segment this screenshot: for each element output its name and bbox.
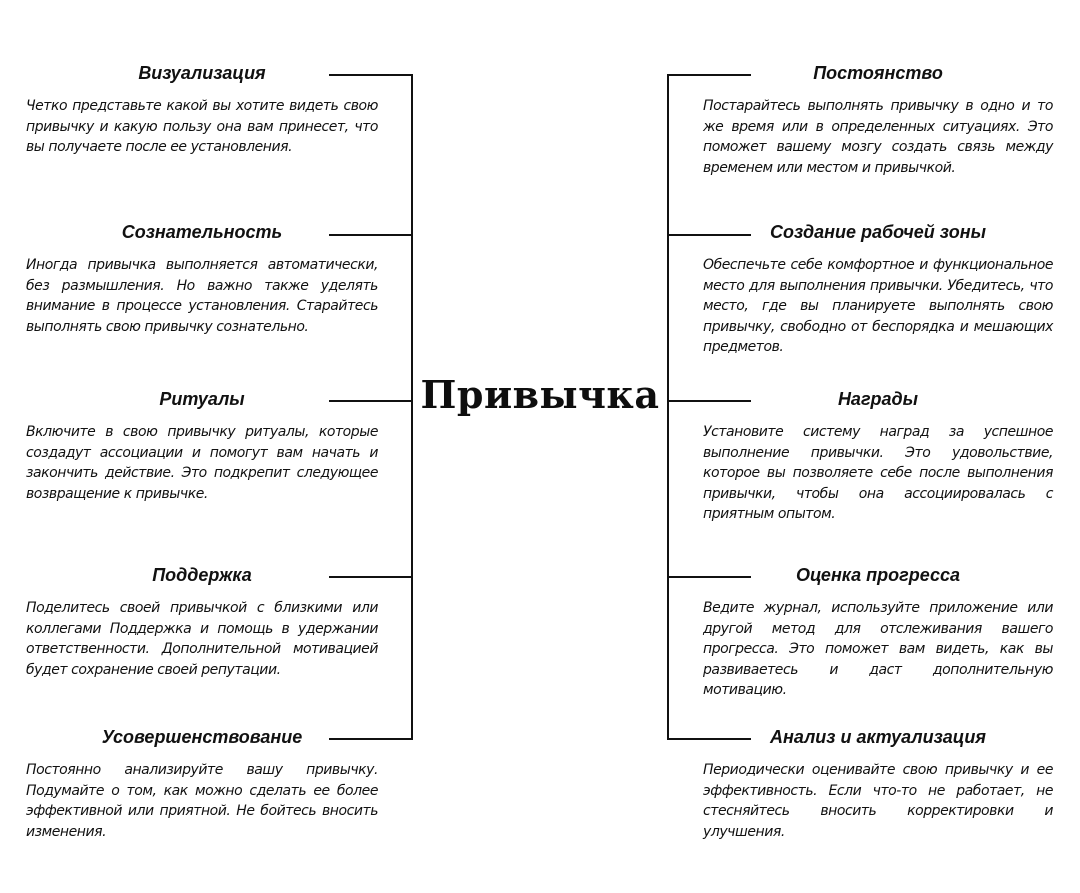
node-heading: Визуализация [138, 63, 266, 83]
node-text: Обеспечьте себе комфортное и функциональное место для выполнения привычки. Убедитесь, что место, где вы планируете выполнять свою привычку, свободно от беспорядка и мешающих предметов. [703, 257, 1053, 355]
node-awareness [26, 221, 378, 337]
node-text: Постоянно анализируйте вашу привычку. Подумайте о том, как можно сделать ее более эффективной или приятной. Не бойтесь вносить изменения. [26, 762, 378, 840]
node-improvement [26, 726, 378, 842]
node-rituals [26, 388, 378, 504]
node-rewards [703, 388, 1053, 525]
node-text: Поделитесь своей привычкой с близкими или коллегами Поддержка и помощь в удержании ответственности. Дополнительной мотивацией будет сохранение своей репутации. [26, 600, 378, 678]
node-text: Периодически оценивайте свою привычку и ее эффективность. Если что-то не работает, не стесняйтесь вносить корректировки и улучшения. [703, 762, 1053, 840]
node-text: Ведите журнал, используйте приложение или другой метод для отслеживания вашего прогресса. Это поможет вам видеть, как вы развиваетесь и даст дополнительную мотивацию. [703, 600, 1053, 698]
node-text: Установите систему наград за успешное выполнение привычки. Это удовольствие, которое вы позволяете себе после выполнения привычки, чтобы она ассоциировалась с приятным опытом. [703, 424, 1053, 522]
node-analysis [703, 726, 1053, 842]
node-heading: Анализ и актуализация [769, 727, 987, 747]
node-heading: Постоянство [813, 63, 943, 83]
node-text: Постарайтесь выполнять привычку в одно и то же время или в определенных ситуациях. Это поможет вашему мозгу создать связь между временем или местом и привычкой. [703, 98, 1053, 176]
node-heading: Сознательность [121, 222, 283, 242]
node-heading: Ритуалы [159, 389, 245, 409]
node-progress [703, 564, 1053, 701]
node-heading: Оценка прогресса [795, 565, 961, 585]
node-text: Иногда привычка выполняется автоматически, без размышления. Но важно также уделять внимание в процессе установления. Старайтесь выполнять свою привычку сознательно. [26, 257, 378, 335]
node-support [26, 564, 378, 680]
node-heading: Награды [837, 389, 919, 409]
node-heading: Создание рабочей зоны [770, 222, 986, 242]
node-heading: Усовершенствование [101, 727, 303, 747]
node-heading: Поддержка [152, 565, 252, 585]
node-workspace [703, 221, 1053, 358]
node-consistency [703, 62, 1053, 178]
node-visualization [26, 62, 378, 158]
node-text: Включите в свою привычку ритуалы, которые создадут ассоциации и помогут вам начать и закончить действие. Это подкрепит следующее возвращение к привычке. [26, 424, 378, 502]
central-title: Привычка [420, 372, 660, 417]
node-text: Четко представьте какой вы хотите видеть свою привычку и какую пользу она вам принесет, что вы получаете после ее установления. [26, 98, 378, 155]
